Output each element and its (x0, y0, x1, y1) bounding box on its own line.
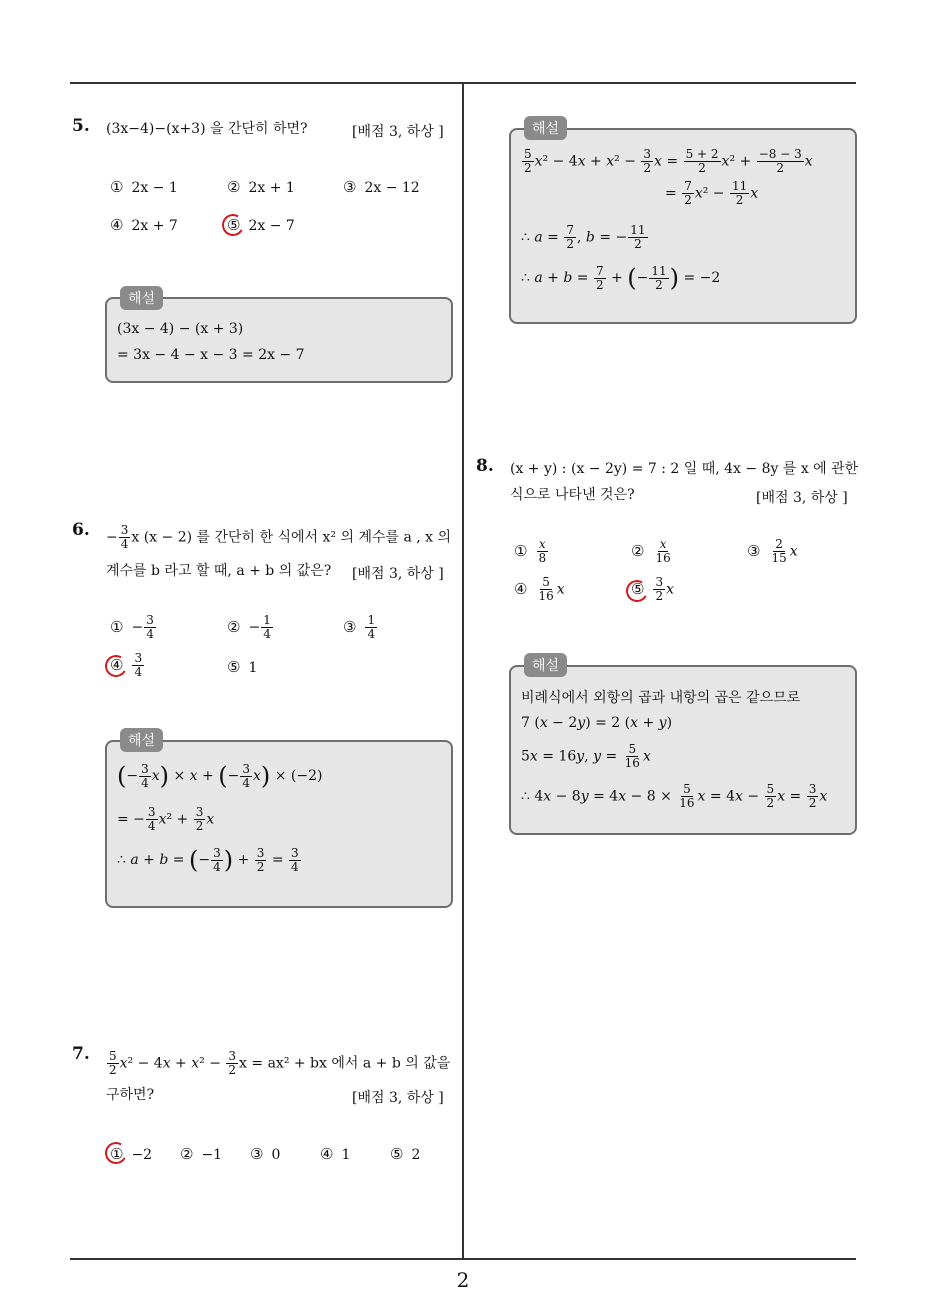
q8-option-2[interactable]: ② $\frac{x}{16}$ (631, 537, 671, 565)
q8-solution-line-4: ∴ 4x − 8y = 4x − 8 × $\frac{5}{16}$ x = 4x − $\frac{5}{2}$ x = $\frac{3}{2}$ x (521, 782, 828, 810)
q6-solution-line-2: = − $\frac{3}{4}$ x² + $\frac{3}{2}$ x (117, 805, 215, 833)
q6-number: 6. (72, 520, 90, 540)
q6-option-5[interactable]: ⑤ 1 (227, 658, 258, 676)
q6-option-4[interactable]: ④ $\frac{3}{4}$ (110, 651, 143, 679)
q6-solution-line-3: ∴ a + b = (− $\frac{3}{4}$ ) + $\frac{3}{2}$ = $\frac{3}{4}$ (117, 845, 299, 874)
q8-option-5[interactable]: ⑤ $\frac{3}{2}$ x (631, 575, 674, 603)
q8-solution-line-3: 5x = 16y, y = $\frac{5}{16}$ x (521, 742, 651, 770)
q7-solution-box (509, 128, 857, 324)
q8-solution-line-2: 7 (x − 2y) = 2 (x + y) (521, 715, 673, 731)
q7-line-1: $\frac{5}{2}$ x² − 4x + x² − $\frac{3}{2}$ x = ax² + bx 에서 a + b 의 값을 (109, 1049, 451, 1077)
q8-solution-line-1: 비례식에서 외항의 곱과 내항의 곱은 같으므로 (521, 690, 801, 706)
q6-option-2[interactable]: ② − $\frac{1}{4}$ (227, 613, 271, 641)
q7-solution-line-4: ∴ a + b = $\frac{7}{2}$ + (− $\frac{11}{2}$ ) = −2 (521, 263, 721, 292)
q6-score: [배점 3, 하상 ] (352, 566, 444, 582)
q7-solution-line-1: $\frac{5}{2}$ x² − 4x + x² − $\frac{3}{2}$ x = $\frac{5 + 2}{2}$ x² + $\frac{-8 - 3}{2}$ x (524, 147, 813, 175)
q6-line-2: 계수를 b 라고 할 때, a + b 의 값은? (106, 563, 332, 579)
q5-solution-line-2: = 3x − 4 − x − 3 = 2x − 7 (117, 347, 305, 363)
q7-solution-line-3: ∴ a = $\frac{7}{2}$ , b = − $\frac{11}{2}$ (521, 223, 646, 251)
q5-option-4[interactable]: ④ 2x + 7 (110, 216, 178, 234)
q8-solution-box (509, 665, 857, 835)
q5-solution-tag: 해설 (120, 286, 163, 310)
q7-score: [배점 3, 하상 ] (352, 1090, 444, 1106)
q7-option-4[interactable]: ④ 1 (320, 1145, 351, 1163)
q5-text: (3x−4)−(x+3) 을 간단히 하면? (106, 121, 308, 137)
q8-line-2: 식으로 나타낸 것은? (510, 487, 635, 503)
bottom-rule (70, 1258, 856, 1260)
q6-option-1[interactable]: ① − $\frac{3}{4}$ (110, 613, 154, 641)
q5-solution-line-1: (3x − 4) − (x + 3) (117, 321, 244, 337)
q8-line-1: (x + y) : (x − 2y) = 7 : 2 일 때, 4x − 8y 를 x 에 관한 (510, 461, 859, 477)
q8-number: 8. (476, 456, 494, 476)
q7-solution-tag: 해설 (524, 116, 567, 140)
q6-solution-box (105, 740, 453, 908)
q7-option-2[interactable]: ② −1 (180, 1145, 223, 1163)
q7-line-2: 구하면? (106, 1087, 155, 1103)
q6-solution-tag: 해설 (120, 728, 163, 752)
q8-option-4[interactable]: ④ $\frac{5}{16}$ x (514, 575, 565, 603)
q5-option-1[interactable]: ① 2x − 1 (110, 178, 178, 196)
q7-solution-line-2: = $\frac{7}{2}$ x² − $\frac{11}{2}$ x (665, 179, 759, 207)
q8-score: [배점 3, 하상 ] (756, 490, 848, 506)
q7-number: 7. (72, 1044, 90, 1064)
q7-option-3[interactable]: ③ 0 (250, 1145, 281, 1163)
q6-option-3[interactable]: ③ $\frac{1}{4}$ (343, 613, 376, 641)
q7-option-1[interactable]: ① −2 (110, 1145, 153, 1163)
q8-solution-tag: 해설 (524, 653, 567, 677)
q5-option-5[interactable]: ⑤ 2x − 7 (227, 216, 295, 234)
q5-number: 5. (72, 116, 90, 136)
q5-score: [배점 3, 하상 ] (352, 124, 444, 140)
q6-solution-line-1: (− $\frac{3}{4}$ x) × x + (− $\frac{3}{4}$ x) × (−2) (117, 761, 323, 790)
q5-option-3[interactable]: ③ 2x − 12 (343, 178, 420, 196)
q8-option-1[interactable]: ① $\frac{x}{8}$ (514, 537, 547, 565)
q5-option-2[interactable]: ② 2x + 1 (227, 178, 295, 196)
page-number: 2 (456, 1268, 470, 1292)
column-divider (462, 82, 464, 1260)
q7-option-5[interactable]: ⑤ 2 (390, 1145, 421, 1163)
q8-option-3[interactable]: ③ $\frac{2}{15}$ x (747, 537, 798, 565)
q6-line-1: − $\frac{3}{4}$ x (x − 2) 를 간단히 한 식에서 x² 의 계수를 a , x 의 (106, 523, 452, 551)
